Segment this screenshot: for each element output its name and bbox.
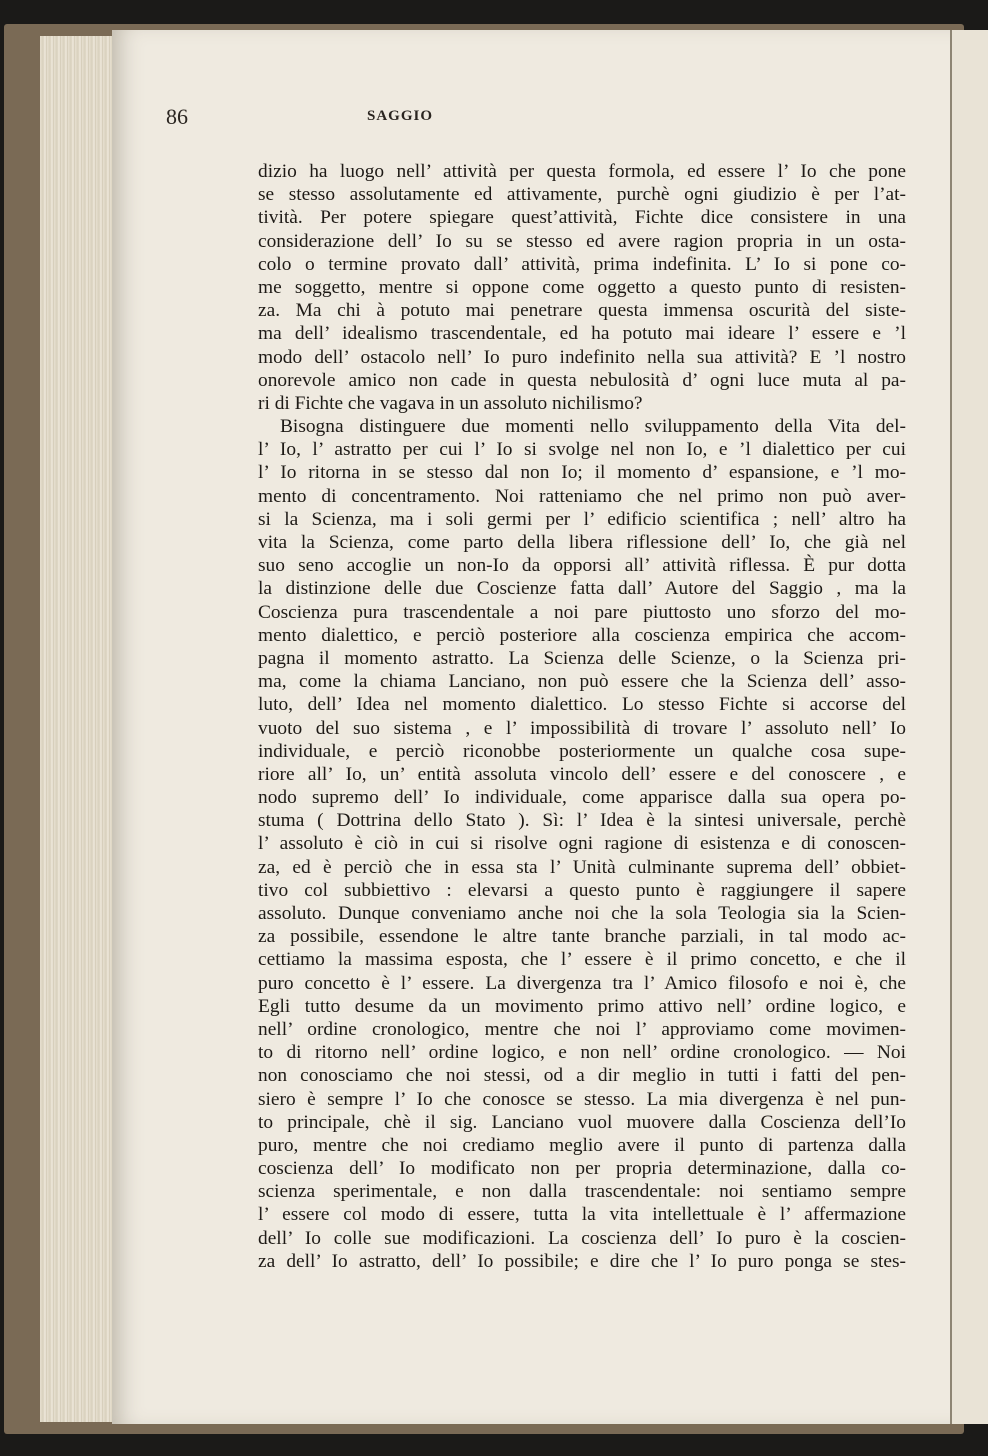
text-line: vita la Scienza, come parto della libera riflessione dell’ Io, che già nel [258,532,906,553]
text-line: la distinzione delle due Coscienze fatta dall’ Autore del Saggio , ma la [258,578,906,600]
text-line: l’ essere col modo di essere, tutta la vita intellettuale è l’ affermazione [258,1204,906,1226]
text-line: individuale, e perciò riconobbe posteriormente un qualche cosa supe- [258,740,906,762]
text-line: tivo col subbiettivo : elevarsi a questo punto è raggiungere il sapere [258,879,906,901]
running-title: SAGGIO [366,108,433,124]
text-line: nodo supremo dell’ Io individuale, come apparisce dalla sua opera po- [258,787,906,809]
text-line: Egli tutto desume da un movimento primo attivo nell’ ordine logico, e [258,995,906,1017]
text-line: vuoto del suo sistema , e l’ impossibilità di trovare l’ assoluto nell’ Io [258,717,906,739]
text-line: puro concetto è l’ essere. La divergenza tra l’ Amico filosofo e noi è, che [258,972,906,994]
text-line: puro, mentre che noi crediamo meglio avere il punto di partenza dalla [258,1134,906,1156]
text-line: siero è sempre l’ Io che conosce se stesso. La mia divergenza è nel pun- [258,1088,906,1110]
text-line: coscienza dell’ Io modificato non per propria determinazione, dalla co- [258,1158,906,1180]
text-line: l’ Io, l’ astratto per cui l’ Io si svolge nel non Io, e ’l dialettico per cui [258,439,906,461]
text-line: stuma ( Dottrina dello Stato ). Sì: l’ Idea è la sintesi universale, perchè [258,810,906,832]
text-line: onorevole amico non cade in questa nebulosità d’ ogni luce muta al pa- [258,369,906,391]
text-line: to principale, chè il sig. Lanciano vuol muovere dalla Coscienza dell’Io [258,1111,906,1133]
text-line: me soggetto, mentre si oppone come oggetto a questo punto di resisten- [258,276,906,298]
text-line: mento di concentramento. Noi ratteniamo che nel primo non può aver- [258,485,906,507]
text-line: ri di Fichte che vagava in un assoluto nichilismo? [258,392,643,414]
text-line: si la Scienza, ma i soli germi per l’ edificio scientifica ; nell’ altro ha [258,508,906,530]
text-line: se stesso assolutamente ed attivamente, purchè ogni giudizio è per l’at- [258,184,906,206]
text-line: considerazione dell’ Io su se stesso ed avere ragion propria in un osta- [258,230,906,252]
text-line: colo o termine provato dall’ attività, prima indefinita. L’ Io si pone co- [258,253,906,275]
text-line: za. Ma chi à potuto mai penetrare questa immensa oscurità del siste- [258,300,906,322]
text-line: l’ Io ritorna in se stesso dal non Io; il momento d’ espansione, e ’l mo- [258,462,906,484]
text-line: cettiamo la massima esposta, che l’ essere è il primo concetto, e che il [258,949,906,971]
text-line: nell’ ordine cronologico, mentre che noi l’ approviamo come movimen- [258,1018,906,1040]
text-line: ma, come la chiama Lanciano, non può essere che la Scienza dell’ asso- [258,671,906,693]
text-line: l’ assoluto è ciò in cui si risolve ogni ragione di esistenza e di conoscen- [258,833,906,855]
text-line: riore all’ Io, un’ entità assoluta vincolo dell’ essere e del conoscere , e [258,763,906,785]
text-line: non conosciamo che noi stessi, od a dir meglio in tutti i fatti del pen- [258,1065,906,1087]
page-header [166,104,634,132]
text-line: ma dell’ idealismo trascendentale, ed ha potuto mai ideare l’ essere e ’l [258,323,906,345]
page-edges [40,36,120,1422]
text-line: za dell’ Io astratto, dell’ Io possibile; e dire che l’ Io puro ponga se stes- [258,1250,906,1272]
text-line: za possibile, essendone le altre tante branche parziali, in tal modo ac- [258,926,906,948]
text-line: to di ritorno nell’ ordine logico, e non nell’ ordine cronologico. — Noi [258,1042,906,1064]
text-line: luto, dell’ Idea nel momento dialettico. Lo stesso Fichte si accorse del [258,694,906,716]
text-line: assoluto. Dunque conveniamo anche noi che la sola Teologia sia la Scien- [258,903,906,924]
text-line: Coscienza pura trascendentale a noi pare piuttosto uno sforzo del mo- [258,601,906,623]
text-line: scienza sperimentale, e non dalla trascendentale: noi sentiamo sempre [258,1181,906,1203]
text-line: Bisogna distinguere due momenti nello sviluppamento della Vita del- [280,416,906,438]
text-line: modo dell’ ostacolo nell’ Io puro indefinito nella sua attività? E ’l nostro [258,346,906,368]
body-text [258,160,906,1273]
text-line: dizio ha luogo nell’ attività per questa formola, ed essere l’ Io che pone [258,161,906,182]
text-line: dell’ Io colle sue modificazioni. La coscienza dell’ Io puro è la coscien- [258,1227,906,1249]
text-line: pagna il momento astratto. La Scienza delle Scienze, o la Scienza pri- [258,647,906,669]
text-line: mento dialettico, e perciò posteriore alla coscienza empirica che accom- [258,624,906,646]
next-page-edge [950,30,988,1424]
page-number: 86 [166,104,188,129]
text-line: za, ed è perciò che in essa sta l’ Unità culminante suprema dell’ obbiet- [258,856,906,878]
text-line: suo seno accoglie un non-Io da opporsi all’ attività riflessa. È pur dotta [258,555,906,577]
text-line: tività. Per potere spiegare quest’attività, Fichte dice consistere in una [258,207,906,229]
